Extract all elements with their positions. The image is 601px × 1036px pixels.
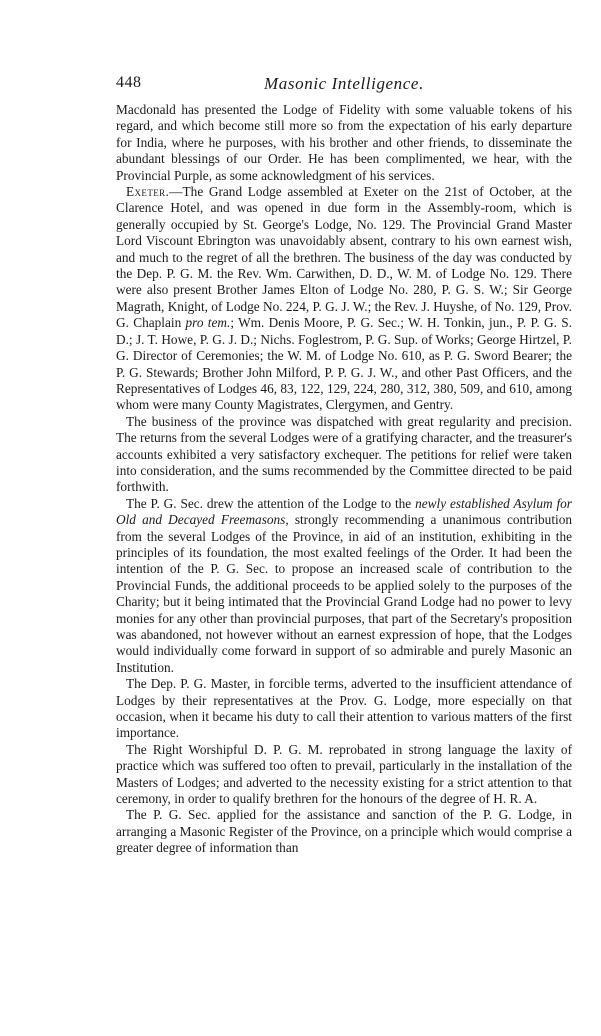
- section-lead-exeter: Exeter.: [126, 184, 170, 200]
- paragraph-attendance: [116, 676, 572, 742]
- paragraph-macdonald: [116, 102, 572, 184]
- paragraph-text: —The Grand Lodge assembled at Exeter on the 21st of October, at the Clarence Hotel, and was opened in due form in the Assembly-room, which is generally occupied by St. George's Lodge, No. 129. The Provincial Grand Master Lord Viscount Ebrington was unavoidably absent, contrary to his own earnest wish, and much to the regret of all the brethren. The business of the day was conducted by the Dep. P. G. M. the Rev. Wm. Carwithen, D. D., W. M. of Lodge No. 129. There were also present Brother James Elton of Lodge No. 280, P. G. S. W.; Sir George Magrath, Knight, of Lodge No. 224, P. G. J. W.; the Rev. J. Huyshe, of No. 129, Prov. G. Chaplain: [116, 184, 572, 331]
- paragraph-asylum: [116, 496, 572, 676]
- running-head: Masonic Intelligence.: [264, 74, 424, 93]
- paragraph-text: The P. G. Sec. drew the attention of the Lodge to the: [126, 495, 416, 511]
- paragraph-text: The Dep. P. G. Master, in forcible terms, adverted to the insufficient attendance of Lodges by their representatives at the Prov. G. Lodge, more especially on that occasion, when it became his duty to call their attention to various matters of the first importance.: [116, 676, 572, 741]
- paragraph-text: The Right Worshipful D. P. G. M. reprobated in strong language the laxity of practice which was suffered too often to prevail, particularly in the installation of the Masters of Lodges; and adverted to the necessity existing for a strict attention to that ceremony, in order to qualify brethren for the honours of the degree of H. R. A.: [116, 741, 572, 807]
- paragraph-exeter: [116, 184, 572, 414]
- paragraph-business: [116, 414, 572, 496]
- paragraph-register: [116, 807, 572, 856]
- paragraph-text: ; Wm. Denis Moore, P. G. Sec.; W. H. Tonkin, jun., P. P. G. S. D.; J. T. Howe, P. G. J. D.; Nichs. Foglestrom, P. G. Sup. of Works; George Hirtzel, P. G. Director of Ceremonies; the W. M. of Lodge No. 610, as P. G. Sword Bearer; the P. G. Stewards; Brother John Milford, P. P. G. J. W., and other Past Officers, and the Representatives of Lodges 46, 83, 122, 129, 224, 280, 312, 380, 509, and 610, among whom were many County Magistrates, Clergymen, and Gentry.: [116, 315, 572, 413]
- page-header: [116, 74, 572, 96]
- paragraph-text: The P. G. Sec. applied for the assistance and sanction of the P. G. Lodge, in arranging a Masonic Register of the Province, on a principle which would comprise a greater degree of information than: [116, 807, 572, 856]
- paragraph-italic-text: pro tem.: [185, 315, 231, 331]
- paragraph-italic-text: newly established Asylum for Old and Decayed Freemasons,: [116, 495, 572, 528]
- paragraph-text: The business of the province was dispatched with great regularity and precision. The returns from the several Lodges were of a gratifying character, and the treasurer's accounts exhibited a very satisfactory exchequer. The petitions for relief were taken into consideration, and the sums recommended by the Committee directed to be paid forthwith.: [116, 413, 572, 495]
- article-body: [116, 102, 572, 857]
- page-number: 448: [116, 74, 142, 91]
- paragraph-text: Macdonald has presented the Lodge of Fidelity with some valuable tokens of his regard, and which become still more so from the expectation of his early departure for India, where he purposes, with his brother and other friends, to disseminate the abundant blessings of our Order. He has been complimented, we hear, with the Provincial Purple, as some acknowledgment of his services.: [116, 102, 572, 183]
- paragraph-text: strongly recommending a unanimous contribution from the several Lodges of the Province, in aid of an institution, exhibiting in the principles of its foundation, the most exalted feelings of the Order. It had been the intention of the P. G. Sec. to propose an increased scale of contribution to the Provincial Funds, the additional proceeds to be applied solely to the purposes of the Charity; but it being intimated that the Provincial Grand Lodge had no power to levy monies for any other than provincial purposes, that part of the Secretary's proposition was abandoned, not however without an earnest expression of hope, that the Lodges would individually come forward in support of so admirable and purely Masonic an Institution.: [116, 512, 572, 675]
- paragraph-installation: [116, 742, 572, 808]
